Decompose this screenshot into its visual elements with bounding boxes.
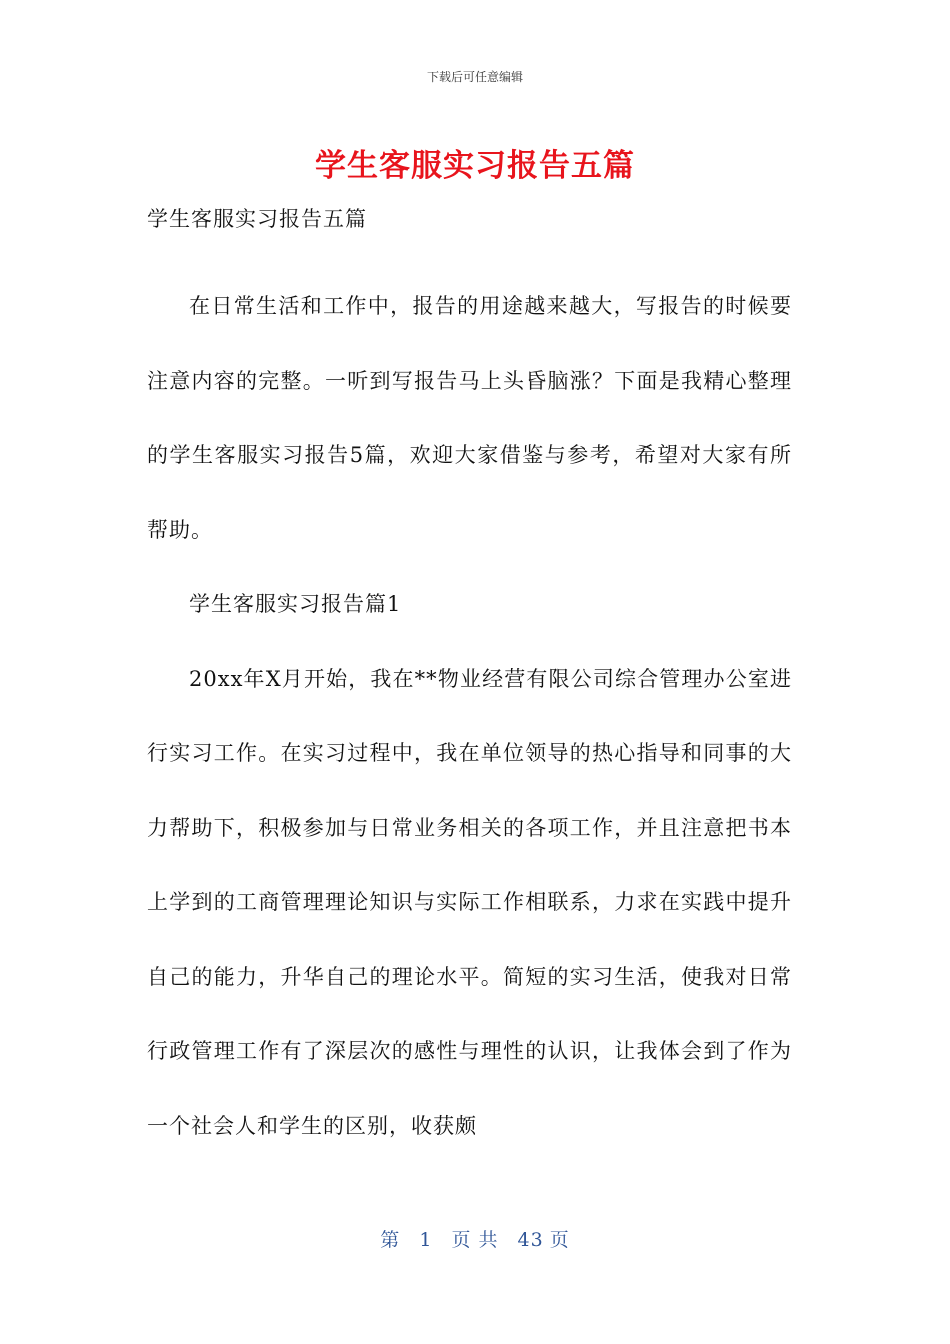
header-note: 下载后可任意编辑 xyxy=(426,70,523,84)
body-paragraph: 20xx年X月开始，我在**物业经营有限公司综合管理办公室进行实习工作。在实习过程中，我在单位领导的热心指导和同事的大力帮助下，积极参加与日常业务相关的各项工作，并且注意把书本上学到的工商管理理论知识与实际工作相联系，力求在实践中提升自己的能力，升华自己的理论水平。简短的实习生活，使我对日常行政管理工作有了深层次的感性与理性的认识，让我体会到了作为一个社会人和学生的区别，收获颇 xyxy=(147,666,792,1138)
document-body xyxy=(147,195,792,1163)
footer-label-page: 第 xyxy=(380,1229,401,1251)
intro-paragraph: 在日常生活和工作中，报告的用途越来越大，写报告的时候要注意内容的完整。一听到写报告马上头昏脑涨？下面是我精心整理的学生客服实习报告5篇，欢迎大家借鉴与参考，希望对大家有所帮助。 xyxy=(147,294,792,542)
footer-label-end: 页 xyxy=(549,1229,570,1251)
footer-label-of: 页 共 xyxy=(451,1229,499,1251)
document-title: 学生客服实习报告五篇 xyxy=(315,148,635,184)
subtitle-paragraph: 学生客服实习报告五篇 xyxy=(147,207,367,231)
section-heading: 学生客服实习报告篇1 xyxy=(189,592,402,616)
footer-current-page: 1 xyxy=(419,1229,433,1251)
page-number-footer xyxy=(0,1225,950,1252)
footer-total-pages: 43 xyxy=(517,1229,544,1251)
